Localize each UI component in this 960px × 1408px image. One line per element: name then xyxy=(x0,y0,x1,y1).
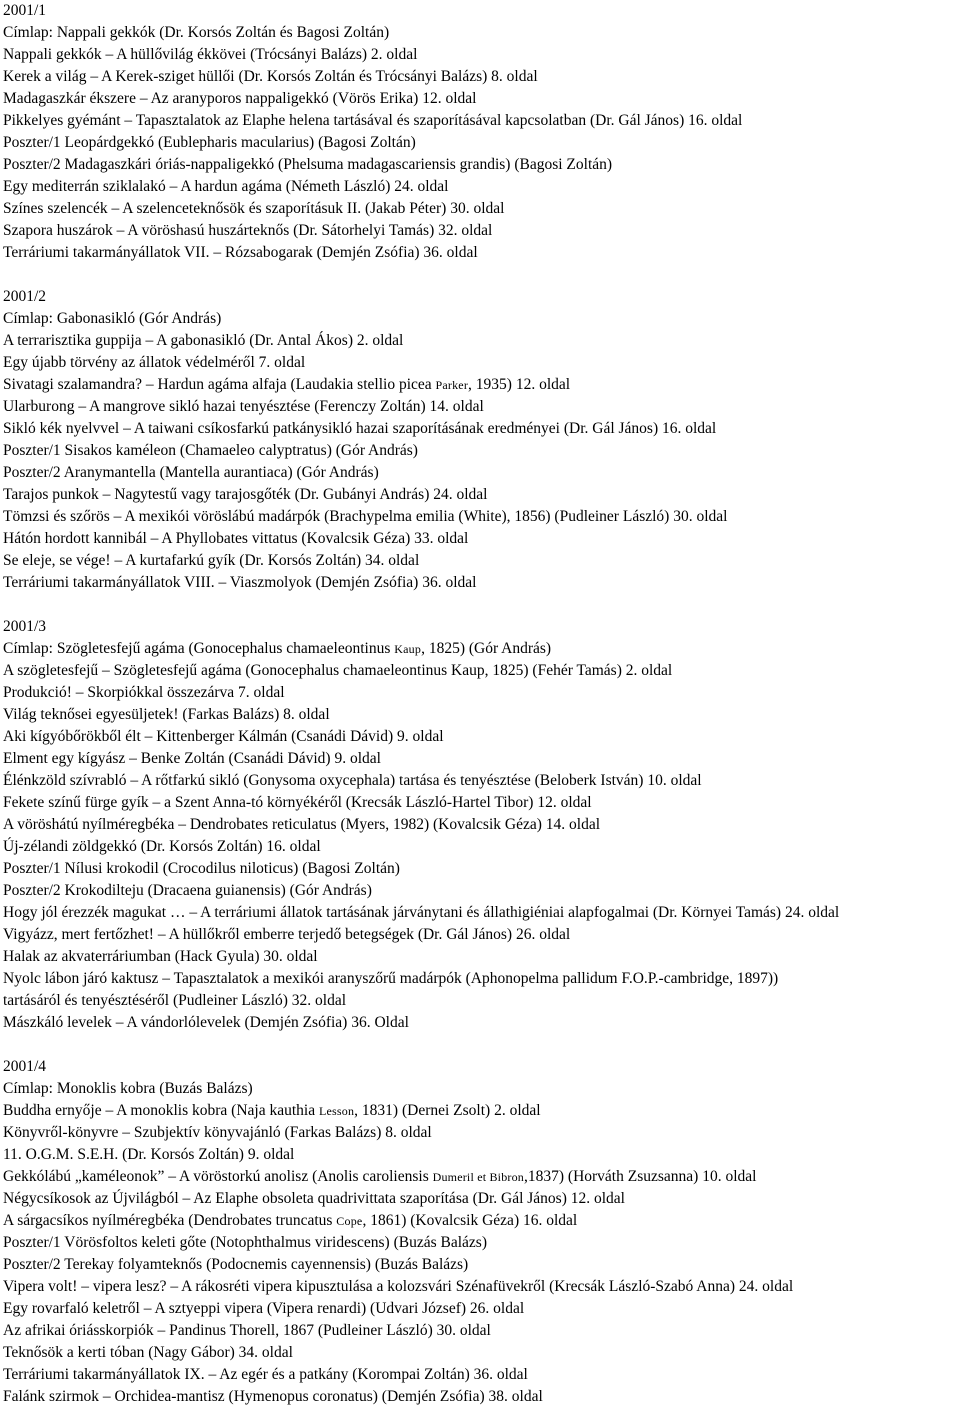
list-item: 11. O.G.M. S.E.H. (Dr. Korsós Zoltán) 9. oldal xyxy=(3,1146,295,1163)
list-item: Fekete színű fürge gyík – a Szent Anna-tó környékéről (Krecsák László-Hartel Tibor) 12. oldal xyxy=(3,794,592,811)
list-item: Címlap: Monoklis kobra (Buzás Balázs) xyxy=(3,1080,253,1097)
list-item: Madagaszkár ékszere – Az aranyporos nappaligekkó (Vörös Erika) 12. oldal xyxy=(3,90,477,107)
list-item: A vöröshátú nyílméregbéka – Dendrobates reticulatus (Myers, 1982) (Kovalcsik Géza) 14. oldal xyxy=(3,816,601,833)
list-item: Vipera volt! – vipera lesz? – A rákosréti vipera kipusztulása a kolozsvári Szénafüvekről (Krecsák László-Szabó Anna) 24. oldal xyxy=(3,1278,794,1295)
list-item: Terráriumi takarmányállatok IX. – Az egér és a patkány (Korompai Zoltán) 36. oldal xyxy=(3,1366,528,1383)
author-small-caps: Kaup xyxy=(394,642,422,656)
list-item: Poszter/2 Aranymantella (Mantella aurantiaca) (Gór András) xyxy=(3,464,379,481)
section-divider xyxy=(3,1034,958,1056)
list-item: Világ teknősei egyesüljetek! (Farkas Balázs) 8. oldal xyxy=(3,706,330,723)
issue-heading: 2001/1 xyxy=(3,2,47,19)
list-item: Pikkelyes gyémánt – Tapasztalatok az Elaphe helena tartásával és szaporításával kapcsolatban (Dr. Gál János) 16. oldal xyxy=(3,112,743,129)
list-item: tartásáról és tenyésztéséről (Pudleiner László) 32. oldal xyxy=(3,992,347,1009)
entry-text: Gekkólábú „kaméleonok” – A vöröstorkú anolisz (Anolis caroliensis xyxy=(3,1168,429,1185)
issue-heading: 2001/3 xyxy=(3,618,47,635)
issue-heading: 2001/2 xyxy=(3,288,47,305)
list-item xyxy=(3,374,958,396)
list-item: Új-zélandi zöldgekkó (Dr. Korsós Zoltán) 16. oldal xyxy=(3,838,321,855)
entry-suffix: ,1837) (Horváth Zsuzsanna) 10. oldal xyxy=(524,1168,757,1185)
list-item: Címlap: Gabonasikló (Gór András) xyxy=(3,310,222,327)
author-small-caps: Parker xyxy=(435,378,469,392)
author-small-caps: Dumeril et Bibron xyxy=(432,1170,524,1184)
entry-text: A sárgacsíkos nyílméregbéka (Dendrobates truncatus xyxy=(3,1212,333,1229)
issue-heading: 2001/4 xyxy=(3,1058,47,1075)
list-item: Teknősök a kerti tóban (Nagy Gábor) 34. oldal xyxy=(3,1344,293,1361)
list-item: Élénkzöld szívrabló – A rőtfarkú sikló (Gonysoma oxycephala) tartása és tenyésztése (Beloberk István) 10. oldal xyxy=(3,772,702,789)
entry-text: Címlap: Szögletesfejű agáma (Gonocephalus chamaeleontinus xyxy=(3,640,391,657)
list-item xyxy=(3,1100,958,1122)
list-item: Sikló kék nyelvvel – A taiwani csíkosfarkú patkánysikló hazai szaporításának eredményei (Dr. Gál János) 16. oldal xyxy=(3,420,717,437)
list-item: Egy mediterrán sziklalakó – A hardun agáma (Németh László) 24. oldal xyxy=(3,178,449,195)
list-item: A szögletesfejű – Szögletesfejű agáma (Gonocephalus chamaeleontinus Kaup, 1825) (Fehér Tamás) 2. oldal xyxy=(3,662,673,679)
entry-suffix: , 1861) (Kovalcsik Géza) 16. oldal xyxy=(362,1212,578,1229)
list-item: Elment egy kígyász – Benke Zoltán (Csanádi Dávid) 9. oldal xyxy=(3,750,381,767)
list-item: Nappali gekkók – A hüllővilág ékkövei (Trócsányi Balázs) 2. oldal xyxy=(3,46,418,63)
list-item: Aki kígyóbőrökből élt – Kittenberger Kálmán (Csanádi Dávid) 9. oldal xyxy=(3,728,444,745)
entry-text: Sivatagi szalamandra? – Hardun agáma alfaja (Laudakia stellio picea xyxy=(3,376,432,393)
list-item: Kerek a világ – A Kerek-sziget hüllői (Dr. Korsós Zoltán és Trócsányi Balázs) 8. oldal xyxy=(3,68,538,85)
list-item: Mászkáló levelek – A vándorlólevelek (Demjén Zsófia) 36. Oldal xyxy=(3,1014,409,1031)
list-item: Egy újabb törvény az állatok védelméről 7. oldal xyxy=(3,354,306,371)
list-item: Címlap: Nappali gekkók (Dr. Korsós Zoltán és Bagosi Zoltán) xyxy=(3,24,390,41)
list-item: Színes szelencék – A szelenceteknősök és szaporításuk II. (Jakab Péter) 30. oldal xyxy=(3,200,505,217)
list-item: Poszter/2 Terekay folyamteknős (Podocnemis cayennensis) (Buzás Balázs) xyxy=(3,1256,469,1273)
list-item: A terrarisztika guppija – A gabonasikló (Dr. Antal Ákos) 2. oldal xyxy=(3,332,404,349)
list-item: Poszter/1 Leopárdgekkó (Eublepharis macularius) (Bagosi Zoltán) xyxy=(3,134,416,151)
list-item: Terráriumi takarmányállatok VII. – Rózsabogarak (Demjén Zsófia) 36. oldal xyxy=(3,244,478,261)
list-item: Könyvről-könyvre – Szubjektív könyvajánló (Farkas Balázs) 8. oldal xyxy=(3,1124,432,1141)
entry-suffix: , 1831) (Dernei Zsolt) 2. oldal xyxy=(354,1102,541,1119)
list-item xyxy=(3,638,958,660)
list-item: Poszter/2 Krokodilteju (Dracaena guianensis) (Gór András) xyxy=(3,882,372,899)
list-item: Vigyázz, mert fertőzhet! – A hüllőkről emberre terjedő betegségek (Dr. Gál János) 26. oldal xyxy=(3,926,571,943)
document-page xyxy=(3,0,958,1408)
list-item: Nyolc lábon járó kaktusz – Tapasztalatok a mexikói aranyszőrű madárpók (Aphonopelma pallidum F.O.P.-cambridge, 1897)) xyxy=(3,970,779,987)
list-item xyxy=(3,1210,958,1232)
list-item: Hátón hordott kannibál – A Phyllobates vittatus (Kovalcsik Géza) 33. oldal xyxy=(3,530,469,547)
list-item: Halak az akvaterráriumban (Hack Gyula) 30. oldal xyxy=(3,948,318,965)
list-item: Se eleje, se vége! – A kurtafarkú gyík (Dr. Korsós Zoltán) 34. oldal xyxy=(3,552,420,569)
section-divider xyxy=(3,264,958,286)
author-small-caps: Cope xyxy=(336,1214,363,1228)
list-item xyxy=(3,1166,958,1188)
list-item: Négycsíkosok az Újvilágból – Az Elaphe obsoleta quadrivittata szaporítása (Dr. Gál János) 12. oldal xyxy=(3,1190,625,1207)
list-item: Szapora huszárok – A vöröshasú huszárteknős (Dr. Sátorhelyi Tamás) 32. oldal xyxy=(3,222,493,239)
entry-suffix: , 1935) 12. oldal xyxy=(468,376,571,393)
list-item: Ularburong – A mangrove sikló hazai tenyésztése (Ferenczy Zoltán) 14. oldal xyxy=(3,398,484,415)
list-item: Falánk szirmok – Orchidea-mantisz (Hymenopus coronatus) (Demjén Zsófia) 38. oldal xyxy=(3,1388,543,1405)
list-item: Terráriumi takarmányállatok VIII. – Viaszmolyok (Demjén Zsófia) 36. oldal xyxy=(3,574,477,591)
list-item: Az afrikai óriásskorpiók – Pandinus Thorell, 1867 (Pudleiner László) 30. oldal xyxy=(3,1322,491,1339)
list-item: Tarajos punkok – Nagytestű vagy tarajosgőték (Dr. Gubányi András) 24. oldal xyxy=(3,486,488,503)
list-item: Produkció! – Skorpiókkal összezárva 7. oldal xyxy=(3,684,285,701)
list-item: Hogy jól érezzék magukat … – A terráriumi állatok tartásának járványtani és állathigiéniai alapfogalmai (Dr. Környei Tamás) 24. oldal xyxy=(3,904,840,921)
list-item: Poszter/1 Vörösfoltos keleti gőte (Notophthalmus viridescens) (Buzás Balázs) xyxy=(3,1234,487,1251)
list-item: Poszter/2 Madagaszkári óriás-nappaligekkó (Phelsuma madagascariensis grandis) (Bagosi Zoltán) xyxy=(3,156,613,173)
list-item: Poszter/1 Nílusi krokodil (Crocodilus niloticus) (Bagosi Zoltán) xyxy=(3,860,400,877)
section-divider xyxy=(3,594,958,616)
list-item: Egy rovarfaló keletről – A sztyeppi vipera (Vipera renardi) (Udvari József) 26. oldal xyxy=(3,1300,525,1317)
list-item: Tömzsi és szőrös – A mexikói vöröslábú madárpók (Brachypelma emilia (White), 1856) (Pudleiner László) 30. oldal xyxy=(3,508,728,525)
author-small-caps: Lesson xyxy=(318,1104,355,1118)
entry-text: Buddha ernyője – A monoklis kobra (Naja kauthia xyxy=(3,1102,316,1119)
list-item: Poszter/1 Sisakos kaméleon (Chamaeleo calyptratus) (Gór András) xyxy=(3,442,418,459)
entry-suffix: , 1825) (Gór András) xyxy=(421,640,552,657)
